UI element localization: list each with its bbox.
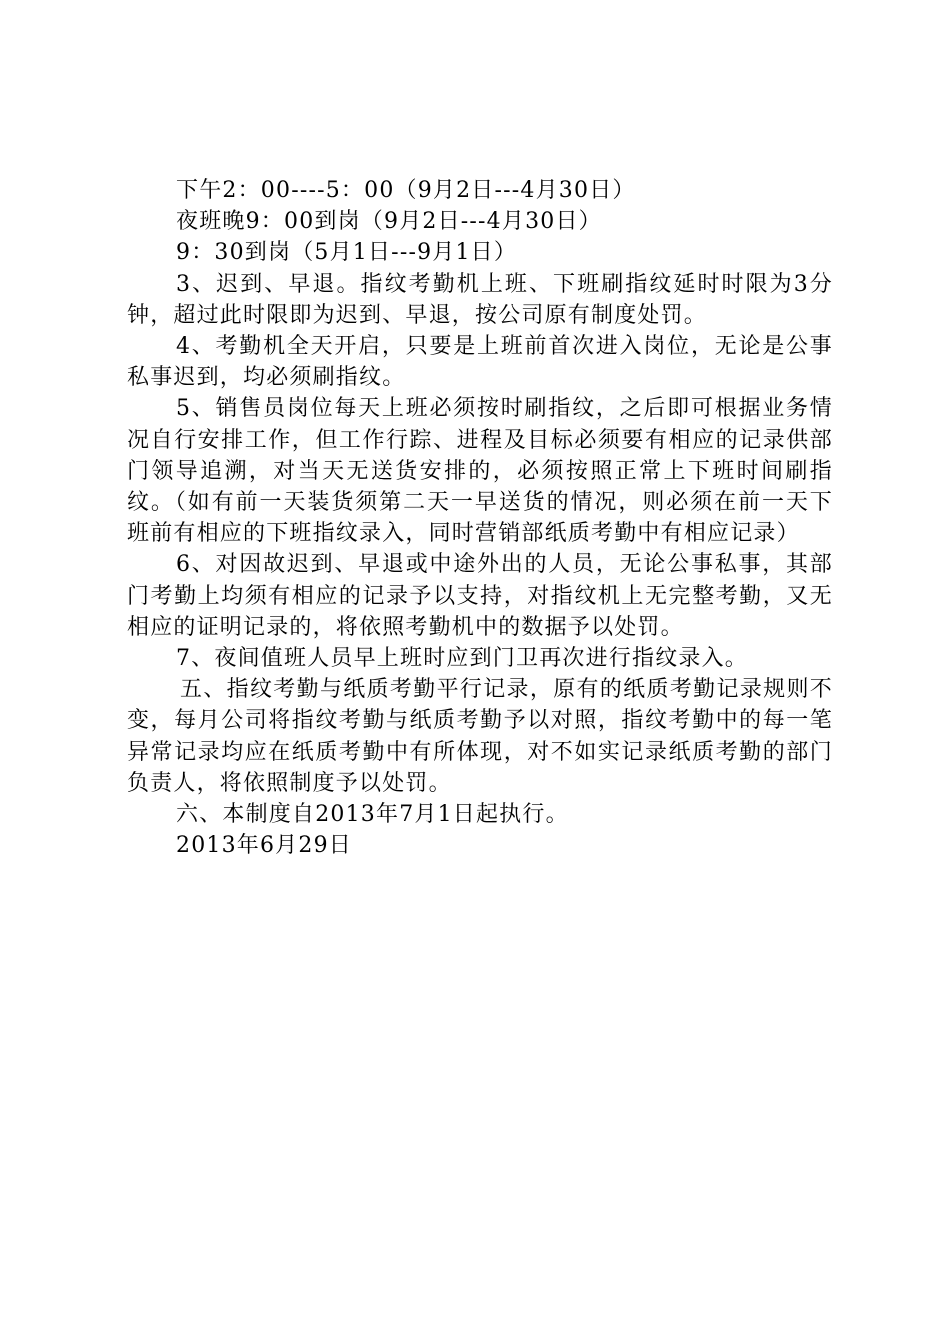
paragraph-night-shift-winter: 夜班晚9：00到岗（9月2日---4月30日） — [176, 209, 602, 235]
paragraph-item-3-late-early: 3、迟到、早退。指纹考勤机上班、下班刷指纹延时时限为3分钟，超过此时限即为迟到、早退，按公司原有制度处罚。 — [127, 271, 833, 328]
paragraph-afternoon-hours: 下午2：00----5：00（9月2日---4月30日） — [176, 178, 636, 203]
paragraph-item-6-absence: 6、对因故迟到、早退或中途外出的人员，无论公事私事，其部门考勤上均须有相应的记录予以支持，对指纹机上无完整考勤，又无相应的证明记录的，将依照考勤机中的数据予以处罚。 — [127, 552, 833, 640]
document-date: 2013年6月29日 — [176, 833, 352, 859]
document-body — [127, 175, 833, 861]
paragraph-section-6-effective-date: 六、本制度自2013年7月1日起执行。 — [176, 802, 569, 828]
paragraph-night-shift-summer: 9：30到岗（5月1日---9月1日） — [176, 240, 518, 266]
paragraph-item-7-night-duty: 7、夜间值班人员早上班时应到门卫再次进行指纹录入。 — [176, 646, 748, 672]
paragraph-section-5-parallel-records: 五、指纹考勤与纸质考勤平行记录，原有的纸质考勤记录规则不变，每月公司将指纹考勤与纸质考勤予以对照，指纹考勤中的每一笔异常记录均应在纸质考勤中有所体现，对不如实记录纸质考勤的部门负责人，将依照制度予以处罚。 — [127, 677, 833, 796]
paragraph-item-4-machine-on: 4、考勤机全天开启，只要是上班前首次进入岗位，无论是公事私事迟到，均必须刷指纹。 — [127, 334, 833, 391]
paragraph-item-5-sales: 5、销售员岗位每天上班必须按时刷指纹，之后即可根据业务情况自行安排工作，但工作行踪、进程及目标必须要有相应的记录供部门领导追溯，对当天无送货安排的，必须按照正常上下班时间刷指纹。（如有前一天装货须第二天一早送货的情况，则必须在前一天下班前有相应的下班指纹录入，同时营销部纸质考勤中有相应记录） — [127, 396, 833, 547]
